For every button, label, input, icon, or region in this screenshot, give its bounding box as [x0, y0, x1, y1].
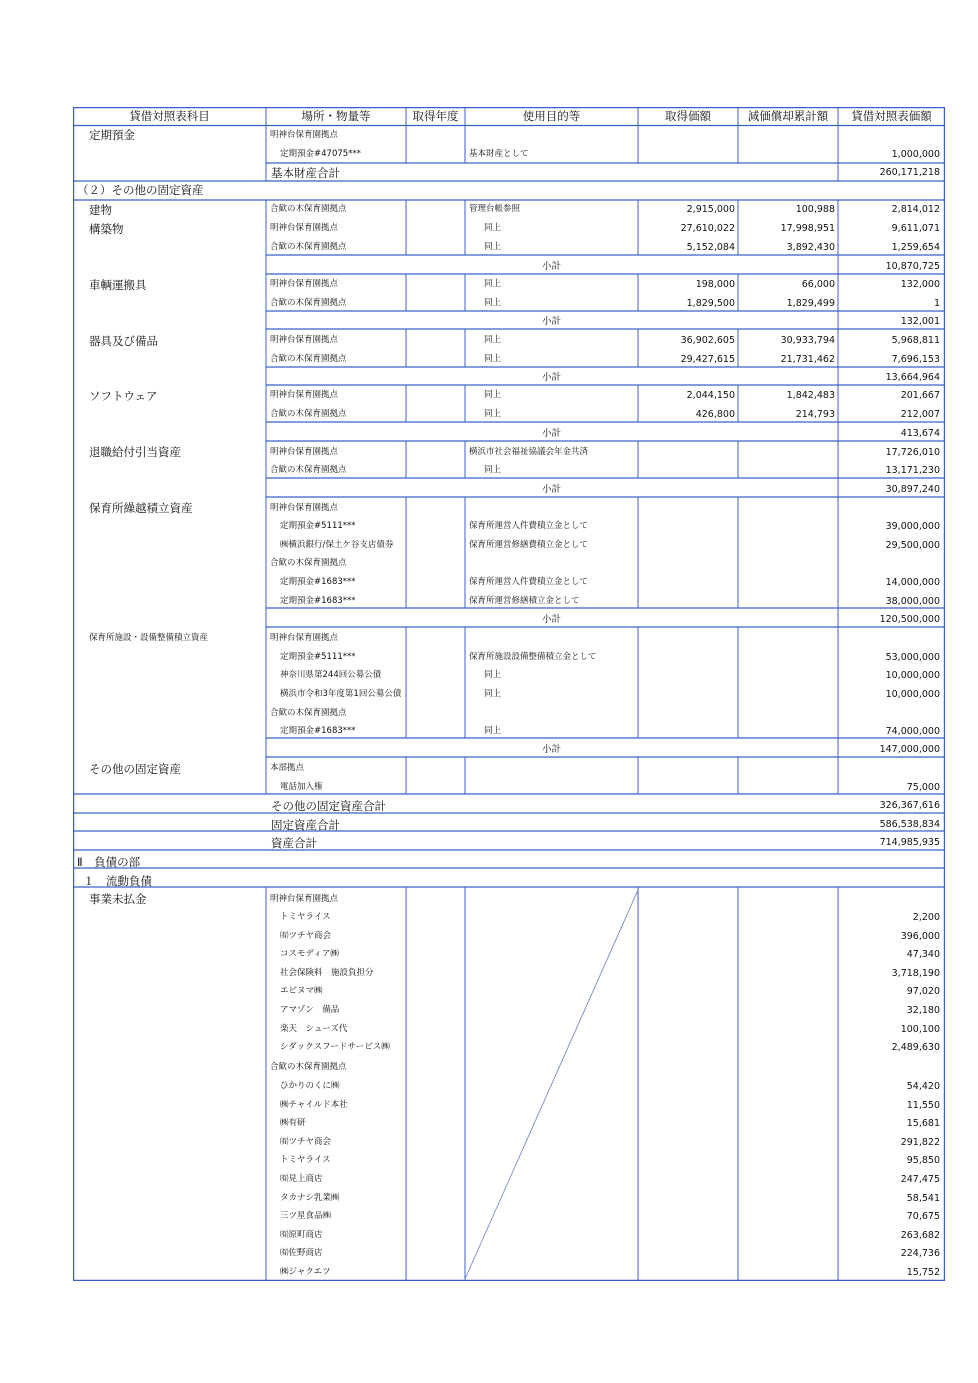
bs-value: 10,000,000 — [885, 670, 940, 681]
payee-name: アマゾン 備品 — [280, 1005, 340, 1015]
payable-value: 3,718,190 — [891, 967, 940, 979]
purpose: 保育所運営人件費積立金として — [469, 521, 589, 531]
bs-value: 1,259,654 — [891, 242, 940, 253]
subtotal-value: 413,674 — [900, 428, 940, 439]
purpose: 保育所施設設備整備積立金として — [469, 652, 597, 662]
subtotal-value: 132,001 — [900, 316, 940, 327]
location: 合歓の木保育園拠点 — [270, 298, 347, 308]
payee-name: ㈱有研 — [280, 1118, 306, 1129]
depreciation-value: 1,842,483 — [786, 390, 835, 401]
header-depreciation: 減価償却累計額 — [747, 109, 829, 123]
payee-name: ㈲佐野商店 — [280, 1248, 323, 1259]
location: 定期預金#5111*** — [280, 652, 356, 662]
header-purpose: 使用目的等 — [522, 109, 581, 123]
payee-name: ㈱ジャクエツ — [280, 1267, 331, 1277]
purpose: 同上 — [484, 409, 502, 419]
location: 合歓の木保育園拠点 — [270, 242, 347, 252]
total-value: 714,985,935 — [879, 837, 940, 848]
subtotal-label: 小計 — [541, 614, 561, 625]
subject-carryover-reserve: 保育所繰越積立資産 — [89, 501, 193, 515]
subtotal-label: 小計 — [541, 261, 561, 272]
purpose: 同上 — [484, 354, 502, 364]
bs-value: 14,000,000 — [885, 577, 940, 588]
basic-assets-total-value: 260,171,218 — [879, 167, 940, 178]
subject-other-fixed-assets: その他の固定資産 — [89, 762, 181, 776]
location-group: 明神台保育園拠点 — [270, 503, 339, 513]
acquisition-value: 1,829,500 — [686, 298, 735, 309]
location: 明神台保育園拠点 — [270, 447, 339, 457]
bs-value: 5,968,811 — [891, 335, 940, 346]
purpose: 同上 — [484, 223, 502, 233]
purpose: 保育所運営人件費積立金として — [469, 577, 589, 587]
location: 明神台保育園拠点 — [270, 335, 339, 345]
payable-value: 97,020 — [906, 986, 940, 998]
depreciation-value: 21,731,462 — [780, 354, 835, 365]
payable-value: 47,340 — [906, 949, 940, 961]
subject-retirement-reserve: 退職給付引当資産 — [89, 445, 181, 459]
subject-structure: 構築物 — [89, 222, 124, 236]
payee-name: エビヌマ㈱ — [280, 986, 323, 997]
payable-value: 58,541 — [906, 1192, 940, 1204]
purpose: 同上 — [484, 465, 502, 475]
subtotal-value: 120,500,000 — [879, 614, 940, 625]
total-value: 586,538,834 — [879, 819, 940, 830]
location: 明神台保育園拠点 — [270, 223, 339, 233]
location-group: 明神台保育園拠点 — [270, 894, 339, 904]
purpose: 保育所運営修繕積立金として — [469, 596, 580, 606]
purpose: 同上 — [484, 242, 502, 252]
subtotal-value: 30,897,240 — [885, 484, 940, 495]
bs-value: 9,611,071 — [891, 223, 940, 234]
purpose: 同上 — [484, 726, 502, 736]
location-group: 合歓の木保育園拠点 — [270, 708, 347, 718]
depreciation-value: 17,998,951 — [780, 223, 835, 234]
location: 定期預金#5111*** — [280, 521, 356, 531]
subject-accounts-payable: 事業未払金 — [89, 892, 147, 906]
bs-value: 38,000,000 — [885, 596, 940, 607]
payee-name: トミヤライス — [280, 912, 331, 922]
purpose: 同上 — [484, 298, 502, 308]
subtotal-label: 小計 — [541, 484, 561, 495]
section-other-fixed-assets: （２）その他の固定資産 — [77, 183, 204, 197]
header-acquisition: 取得価額 — [665, 109, 711, 123]
payable-value: 291,822 — [900, 1136, 940, 1148]
purpose: 同上 — [484, 670, 502, 680]
location: 神奈川県第244回公募公債 — [280, 670, 382, 680]
payable-value: 70,675 — [906, 1211, 940, 1223]
payee-name: タカナシ乳業㈱ — [280, 1192, 340, 1203]
subject-fixtures: 器具及び備品 — [89, 334, 158, 348]
payable-value: 15,681 — [906, 1118, 940, 1130]
payee-name: トミヤライス — [280, 1155, 331, 1166]
payee-name: ㈱チャイルド本社 — [280, 1099, 348, 1110]
bs-value: 39,000,000 — [885, 521, 940, 532]
subject-time-deposit: 定期預金 — [89, 128, 135, 142]
bs-value: 10,000,000 — [885, 689, 940, 700]
location: 明神台保育園拠点 — [270, 279, 339, 289]
balance-sheet-table — [73, 107, 945, 1281]
location: 定期預金#1683*** — [280, 726, 356, 736]
header-subject: 貸借対照表科目 — [129, 109, 210, 123]
bs-value: 29,500,000 — [885, 540, 940, 551]
payee-name: 三ツ星食品㈱ — [280, 1211, 332, 1222]
purpose: 同上 — [484, 335, 502, 345]
bs-value: 17,726,010 — [885, 447, 940, 458]
purpose: 同上 — [484, 689, 502, 699]
depreciation-value: 100,988 — [795, 204, 835, 215]
payable-value: 247,475 — [900, 1174, 940, 1185]
acquisition-value: 36,902,605 — [680, 335, 735, 346]
acquisition-value: 2,044,150 — [686, 390, 735, 401]
bs-value: 53,000,000 — [885, 652, 940, 663]
subtotal-value: 147,000,000 — [879, 744, 940, 755]
location: 横浜市令和3年度第1回公募公債 — [280, 689, 402, 699]
bs-value: 74,000,000 — [885, 726, 940, 737]
total-label: 資産合計 — [271, 836, 317, 850]
payable-value: 54,420 — [906, 1081, 940, 1092]
total-value: 326,367,616 — [879, 800, 940, 811]
payee-name: ㈲ツチヤ商会 — [280, 930, 332, 941]
payable-value: 2,489,630 — [891, 1042, 940, 1054]
payee-name: ㈲見上商店 — [280, 1174, 323, 1184]
purpose: 同上 — [484, 279, 502, 289]
header-location: 場所・物量等 — [301, 109, 371, 123]
purpose: 横浜市社会福祉協議会年金共済 — [469, 447, 589, 457]
acquisition-value: 198,000 — [695, 279, 735, 290]
subject-vehicle: 車輌運搬具 — [89, 278, 147, 292]
location: 合歓の木保育園拠点 — [270, 354, 347, 364]
payee-name: シダックスフードサービス㈱ — [280, 1042, 390, 1053]
subject-software: ソフトウェア — [89, 389, 158, 403]
bs-value: 2,814,012 — [891, 204, 940, 215]
payable-value: 100,100 — [900, 1023, 940, 1035]
location-group: 明神台保育園拠点 — [270, 633, 339, 643]
section-current-liabilities: １ 流動負債 — [83, 874, 152, 888]
location: 電話加入権 — [280, 782, 323, 792]
bs-value: 13,171,230 — [885, 465, 940, 476]
acquisition-value: 27,610,022 — [680, 223, 735, 234]
bs-value: 7,696,153 — [891, 354, 940, 365]
purpose: 同上 — [484, 390, 502, 400]
payable-value: 15,752 — [906, 1267, 940, 1278]
section-liabilities: Ⅱ 負債の部 — [77, 855, 141, 869]
payable-value: 2,200 — [912, 912, 940, 923]
subtotal-label: 小計 — [541, 428, 561, 439]
subtotal-label: 小計 — [541, 372, 561, 383]
subtotal-value: 10,870,725 — [885, 261, 940, 272]
purpose: 管理台帳参照 — [469, 204, 521, 214]
location: 合歓の木保育園拠点 — [270, 465, 347, 475]
location: 合歓の木保育園拠点 — [270, 409, 347, 419]
payee-name: ひかりのくに㈱ — [280, 1081, 340, 1091]
subtotal-label: 小計 — [541, 744, 561, 755]
subject-facility-reserve: 保育所施設・設備整備積立資産 — [89, 633, 209, 643]
payee-name: 社会保険料 施設負担分 — [280, 967, 374, 978]
payable-value: 95,850 — [906, 1155, 940, 1167]
basic-assets-total-label: 基本財産合計 — [271, 166, 340, 180]
bs-value: 1 — [933, 298, 940, 309]
payable-value: 263,682 — [900, 1229, 940, 1241]
location-group: 本部拠点 — [270, 763, 305, 773]
bs-value: 132,000 — [900, 279, 940, 290]
subtotal-value: 13,664,964 — [885, 372, 940, 383]
bs-value: 75,000 — [906, 782, 940, 793]
bs-value: 201,667 — [900, 390, 940, 401]
payable-value: 224,736 — [900, 1248, 940, 1260]
acquisition-value: 29,427,615 — [680, 354, 735, 365]
acquisition-value: 5,152,084 — [686, 242, 735, 253]
payable-value: 396,000 — [900, 930, 940, 942]
location: 合歓の木保育園拠点 — [270, 204, 347, 214]
location: 定期預金#47075*** — [280, 149, 361, 159]
total-label: 固定資産合計 — [271, 818, 340, 832]
header-year: 取得年度 — [412, 109, 459, 123]
bs-value: 212,007 — [900, 409, 940, 420]
payable-value: 32,180 — [906, 1005, 940, 1016]
location: ㈱横浜銀行/保土ケ谷支店債券 — [280, 540, 394, 550]
depreciation-value: 66,000 — [801, 279, 835, 290]
bs-value: 1,000,000 — [891, 149, 940, 160]
location: 定期預金#1683*** — [280, 596, 356, 606]
payee-name: ㈲ツチヤ商会 — [280, 1136, 332, 1147]
total-label: その他の固定資産合計 — [271, 799, 386, 813]
payee-name: 楽天 シューズ代 — [280, 1023, 348, 1034]
depreciation-value: 1,829,499 — [786, 298, 835, 309]
payable-value: 11,550 — [906, 1099, 940, 1111]
payee-name: コスモディア㈱ — [280, 949, 339, 960]
purpose: 基本財産として — [469, 149, 529, 159]
header-bs-value: 貸借対照表価額 — [851, 109, 932, 123]
payee-name: ㈲原町商店 — [280, 1229, 323, 1240]
acquisition-value: 426,800 — [695, 409, 735, 420]
location-group: 明神台保育園拠点 — [270, 130, 339, 140]
depreciation-value: 3,892,430 — [786, 242, 835, 253]
purpose: 保育所運営修繕費積立金として — [469, 540, 589, 550]
depreciation-value: 214,793 — [795, 409, 835, 420]
subject-building: 建物 — [89, 203, 112, 217]
depreciation-value: 30,933,794 — [780, 335, 835, 346]
acquisition-value: 2,915,000 — [686, 204, 735, 215]
location-group: 合歓の木保育園拠点 — [270, 558, 347, 568]
location: 明神台保育園拠点 — [270, 390, 339, 400]
location-group: 合歓の木保育園拠点 — [270, 1062, 347, 1072]
location: 定期預金#1683*** — [280, 577, 356, 587]
subtotal-label: 小計 — [541, 316, 561, 327]
